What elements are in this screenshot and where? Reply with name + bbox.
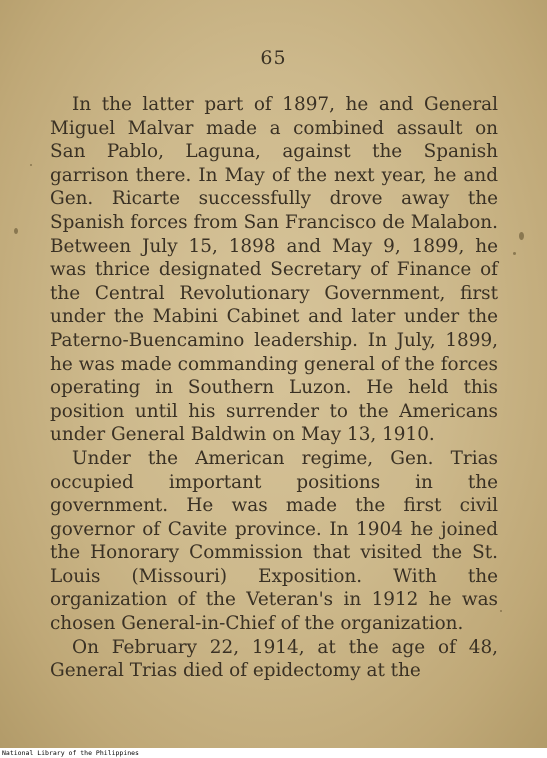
paper-speck	[14, 228, 18, 234]
paragraph-2: Under the American regime, Gen. Trias occupied important positions in the government. He was made the first civil governor of Cavite province. In 1904 he joined the Honorary Commission that visited the St. Louis (Missouri) Exposition. With the organization of the Veteran's in 1912 he was chosen General-in-Chief of the organization.	[50, 447, 498, 635]
body-text	[50, 93, 498, 683]
library-credit: National Library of the Philippines	[2, 749, 139, 757]
page-number: 65	[260, 47, 287, 69]
paragraph-1: In the latter part of 1897, he and General Miguel Malvar made a combined assault on San Pablo, Laguna, against the Spanish garrison there. In May of the next year, he and Gen. Ricarte successfully drove away the Spanish forces from San Francisco de Malabon. Between July 15, 1898 and May 9, 1899, he was thrice designated Secretary of Finance of the Central Revolutionary Government, first under the Mabini Cabinet and later under the Paterno-Buencamino leadership. In July, 1899, he was made commanding general of the forces operating in Southern Luzon. He held this position until his surrender to the Americans under General Baldwin on May 13, 1910.	[50, 94, 498, 446]
paper-speck	[30, 164, 32, 166]
paper-speck	[500, 610, 502, 612]
paper-speck	[513, 252, 516, 255]
paper-speck	[519, 232, 524, 240]
paragraph-3: On February 22, 1914, at the age of 48, General Trias died of epidectomy at the	[50, 636, 498, 682]
